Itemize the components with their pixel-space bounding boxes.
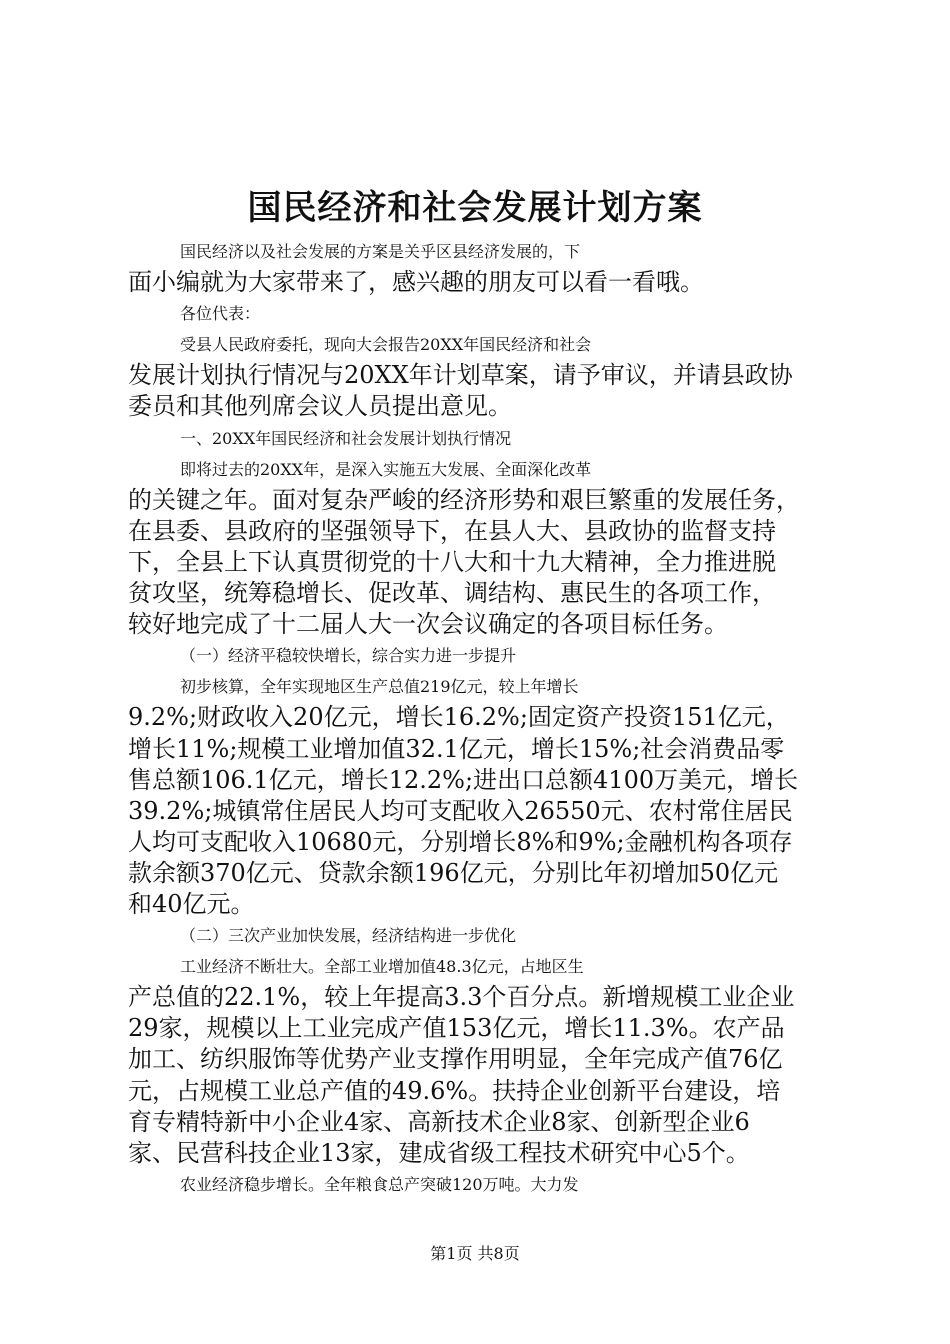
body-line: 款余额370亿元、贷款余额196亿元，分别比年初增加50亿元 — [128, 858, 779, 887]
body-line: 产总值的22.1%，较上年提高3.3个百分点。新增规模工业企业 — [128, 983, 795, 1012]
body-line: 的关键之年。面对复杂严峻的经济形势和艰巨繁重的发展任务， — [128, 485, 800, 514]
document-title: 国民经济和社会发展计划方案 — [247, 188, 703, 228]
body-line: 面小编就为大家带来了，感兴趣的朋友可以看一看哦。 — [128, 268, 704, 297]
body-line: （一）经济平稳较快增长，综合实力进一步提升 — [180, 646, 517, 666]
body-line: 农业经济稳步增长。全年粮食总产突破120万吨。大力发 — [180, 1174, 579, 1194]
page-footer: 第1页 共8页 — [430, 1244, 520, 1263]
body-line: 人均可支配收入10680元，分别增长8%和9%;金融机构各项存 — [128, 827, 793, 856]
body-line: 较好地完成了十二届人大一次会议确定的各项目标任务。 — [128, 610, 728, 639]
body-line: 家、民营科技企业13家，建成省级工程技术研究中心5个。 — [128, 1138, 750, 1167]
body-line: 初步核算，全年实现地区生产总值219亿元，较上年增长 — [180, 677, 579, 697]
body-line: 和40亿元。 — [128, 889, 255, 918]
body-line: 受县人民政府委托，现向大会报告20XX年国民经济和社会 — [180, 335, 592, 355]
body-line: 贫攻坚，统筹稳增长、促改革、调结构、惠民生的各项工作， — [128, 579, 776, 608]
body-line: （二）三次产业加快发展，经济结构进一步优化 — [180, 926, 517, 946]
body-line: 委员和其他列席会议人员提出意见。 — [128, 392, 512, 421]
body-line: 即将过去的20XX年，是深入实施五大发展、全面深化改革 — [180, 459, 592, 479]
body-line: 工业经济不断壮大。全部工业增加值48.3亿元，占地区生 — [180, 957, 584, 977]
body-line: 售总额106.1亿元，增长12.2%;进出口总额4100万美元，增长 — [128, 765, 799, 794]
body-line: 加工、纺织服饰等优势产业支撑作用明显，全年完成产值76亿 — [128, 1045, 783, 1074]
body-line: 元，占规模工业总产值的49.6%。扶持企业创新平台建设，培 — [128, 1076, 781, 1105]
body-line: 各位代表： — [180, 304, 261, 324]
body-line: 39.2%;城镇常住居民人均可支配收入26550元、农村常住居民 — [128, 796, 793, 825]
body-line: 发展计划执行情况与20XX年计划草案，请予审议，并请县政协 — [128, 361, 793, 390]
body-line: 在县委、县政府的坚强领导下，在县人大、县政协的监督支持 — [128, 516, 776, 545]
body-line: 9.2%;财政收入20亿元，增长16.2%;固定资产投资151亿元， — [128, 703, 790, 732]
body-line: 一、20XX年国民经济和社会发展计划执行情况 — [180, 428, 512, 448]
body-line: 29家，规模以上工业完成产值153亿元，增长11.3%。农产品 — [128, 1014, 785, 1043]
body-line: 育专精特新中小企业4家、高新技术企业8家、创新型企业6 — [128, 1107, 750, 1136]
body-line: 国民经济以及社会发展的方案是关乎区县经济发展的，下 — [180, 242, 581, 261]
document-body — [128, 236, 832, 1200]
body-line: 增长11%;规模工业增加值32.1亿元，增长15%;社会消费品零 — [128, 734, 785, 763]
body-line: 下，全县上下认真贯彻党的十八大和十九大精神，全力推进脱 — [128, 547, 776, 576]
